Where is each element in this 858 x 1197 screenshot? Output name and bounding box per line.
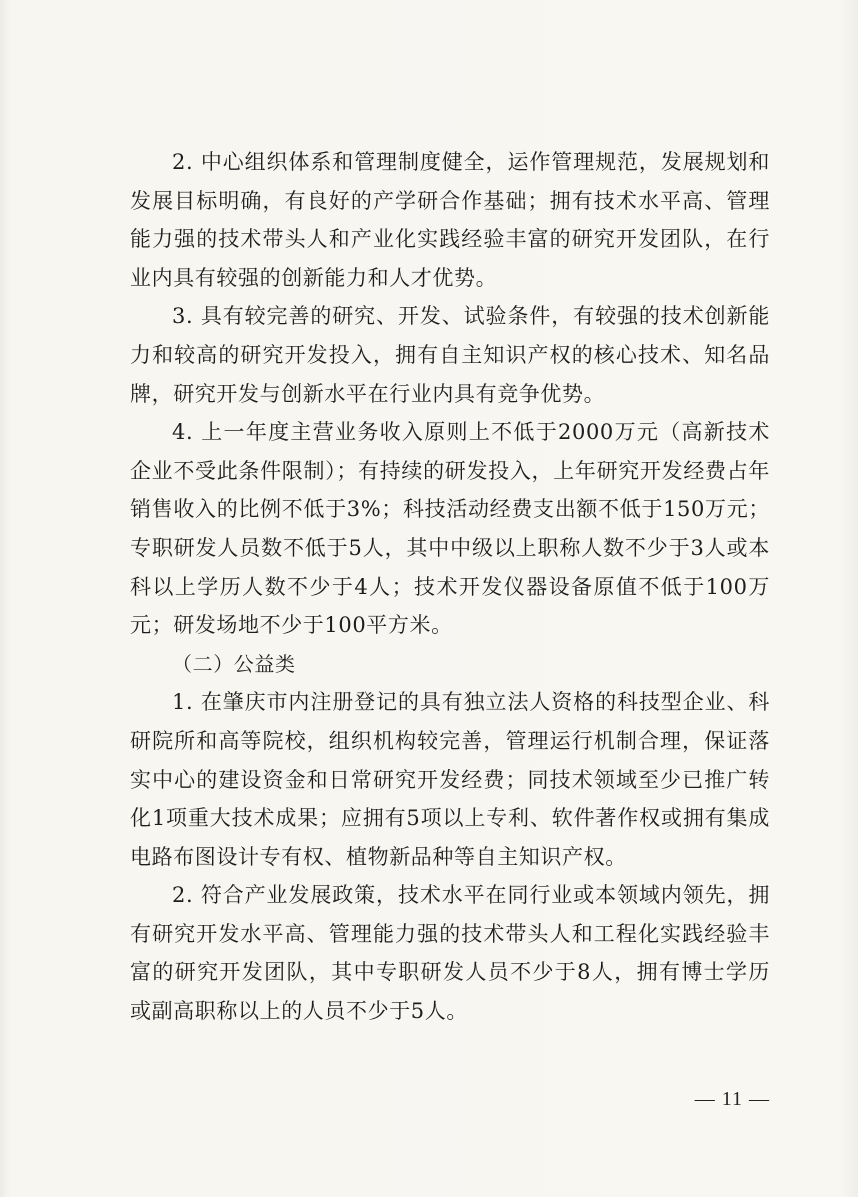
paragraph-public-welfare-2: 2. 符合产业发展政策，技术水平在同行业或本领域内领先，拥有研究开发水平高、管理能力强的技术带头人和工程化实践经验丰富的研究开发团队，其中专职研发人员不少于8人，拥有博士学历或副高职称以上的人员不少于5人。 <box>130 883 770 1024</box>
paragraph-item-4: 4. 上一年度主营业务收入原则上不低于2000万元（高新技术企业不受此条件限制）；有持续的研发投入，上年研究开发经费占年销售收入的比例不低于3%；科技活动经费支出额不低于150万元；专职研发人员数不低于5人，其中中级以上职称人数不少于3人或本科以上学历人数不少于4人；技术开发仪器设备原值不低于100万元；研发场地不少于100平方米。 <box>130 420 770 638</box>
section-heading-public-welfare: （二）公益类 <box>172 651 296 676</box>
document-body <box>130 143 770 1031</box>
paragraph-item-2: 2. 中心组织体系和管理制度健全，运作管理规范，发展规划和发展目标明确，有良好的产学研合作基础；拥有技术水平高、管理能力强的技术带头人和产业化实践经验丰富的研究开发团队，在行业内具有较强的创新能力和人才优势。 <box>130 150 770 290</box>
page-number: — 11 — <box>694 1088 770 1110</box>
paragraph-item-3: 3. 具有较完善的研究、开发、试验条件，有较强的技术创新能力和较高的研究开发投入，拥有自主知识产权的核心技术、知名品牌，研究开发与创新水平在行业内具有竞争优势。 <box>130 304 770 406</box>
paragraph-public-welfare-1: 1. 在肇庆市内注册登记的具有独立法人资格的科技型企业、科研院所和高等院校，组织机构较完善，管理运行机制合理，保证落实中心的建设资金和日常研究开发经费；同技术领域至少已推广转化1项重大技术成果；应拥有5项以上专利、软件著作权或拥有集成电路布图设计专有权、植物新品种等自主知识产权。 <box>130 690 770 869</box>
